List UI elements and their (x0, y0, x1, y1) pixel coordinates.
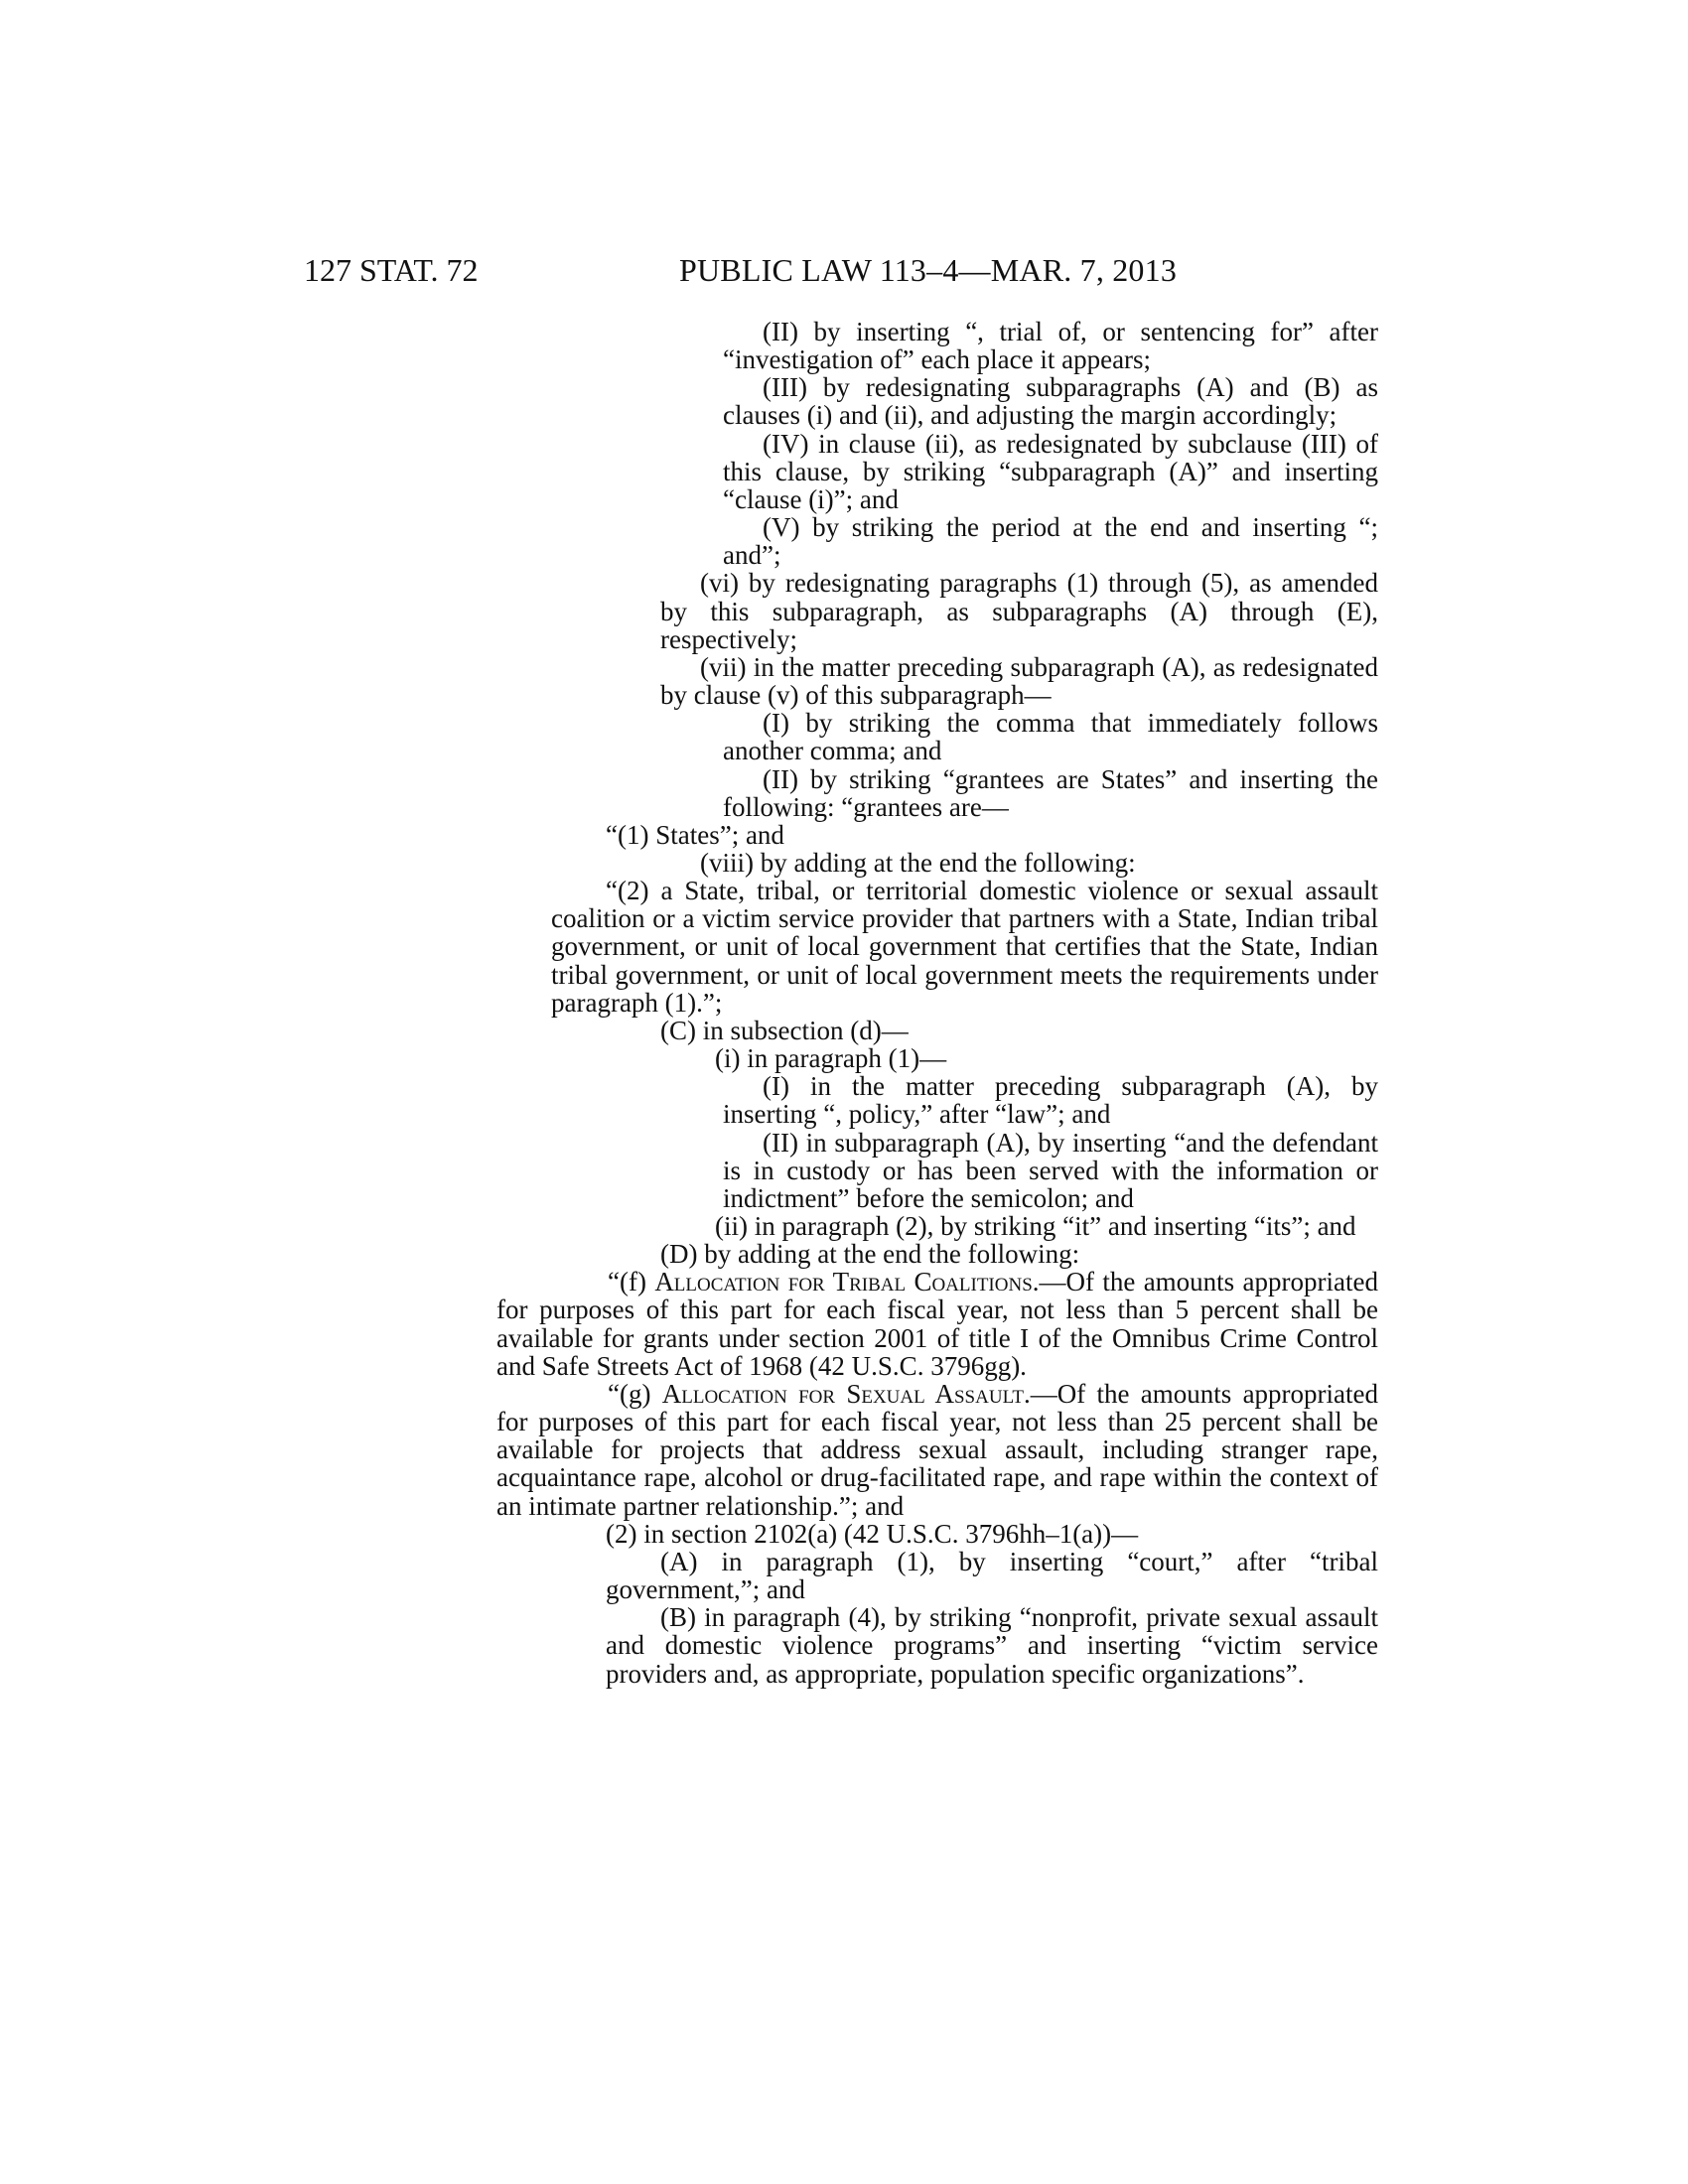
paragraph: (C) in subsection (d)— (660, 1015, 909, 1045)
paragraph: (i) in paragraph (1)— (715, 1043, 947, 1074)
paragraph: (vi) by redesignating paragraphs (1) through (5), as amended by this subparagraph, as subparagraphs (A) through (E), respectively; (660, 568, 1378, 654)
paragraph: “(f) Allocation for Tribal Coalitions.—Of the amounts appropriated for purposes of this part for each fiscal year, not less than 5 percent shall be available for grants under section 2001 of title I of the Omnibus Crime Control and Safe Streets Act of 1968 (42 U.S.C. 3796gg). (496, 1267, 1378, 1381)
public-law-title: PUBLIC LAW 113–4—MAR. 7, 2013 (679, 252, 1178, 288)
paragraph: (D) by adding at the end the following: (660, 1239, 1080, 1270)
paragraph: (2) in section 2102(a) (42 U.S.C. 3796hh–1(a))— (606, 1518, 1139, 1549)
section-heading: Allocation for Sexual Assault. (661, 1378, 1031, 1409)
paragraph: (II) by striking “grantees are States” and inserting the following: “grantees are— (723, 763, 1378, 822)
paragraph: (A) in paragraph (1), by inserting “court,” after “tribal government,”; and (606, 1546, 1378, 1605)
statute-page-reference: 127 STAT. 72 (304, 252, 479, 288)
paragraph: “(1) States”; and (606, 819, 784, 850)
document-body (496, 318, 1378, 1688)
page-header (0, 248, 1688, 292)
paragraph: (ii) in paragraph (2), by striking “it” and inserting “its”; and (715, 1211, 1356, 1241)
paragraph: “(2) a State, tribal, or territorial domestic violence or sexual assault coalition or a victim service provider that partners with a State, Indian tribal government, or unit of local government that certifies that the State, Indian tribal government, or unit of local government meets the requirements under paragraph (1).”; (551, 876, 1378, 1018)
paragraph: (V) by striking the period at the end and inserting “; and”; (723, 512, 1378, 571)
paragraph: (viii) by adding at the end the following: (700, 847, 1136, 878)
paragraph: (I) by striking the comma that immediately follows another comma; and (723, 708, 1378, 766)
paragraph: (II) in subparagraph (A), by inserting “and the defendant is in custody or has been served with the information or indictment” before the semicolon; and (723, 1127, 1378, 1213)
paragraph: (vii) in the matter preceding subparagraph (A), as redesignated by clause (v) of this subparagraph— (660, 651, 1378, 711)
paragraph: (III) by redesignating subparagraphs (A) and (B) as clauses (i) and (ii), and adjusting the margin accordingly; (723, 372, 1378, 431)
paragraph: “(g) Allocation for Sexual Assault.—Of the amounts appropriated for purposes of this part for each fiscal year, not less than 25 percent shall be available for projects that address sexual assault, including stranger rape, acquaintance rape, alcohol or drug-facilitated rape, and rape within the context of an intimate partner relationship.”; and (496, 1378, 1378, 1521)
paragraph: (I) in the matter preceding subparagraph (A), by inserting “, policy,” after “law”; and (723, 1071, 1378, 1130)
paragraph: (B) in paragraph (4), by striking “nonprofit, private sexual assault and domestic violence programs” and inserting “victim service providers and, as appropriate, population specific organizations”. (606, 1602, 1378, 1689)
section-heading: Allocation for Tribal Coalitions. (654, 1267, 1040, 1297)
paragraph: (IV) in clause (ii), as redesignated by subclause (III) of this clause, by striking “subparagraph (A)” and inserting “clause (i)”; and (723, 428, 1378, 514)
paragraph: (II) by inserting “, trial of, or sentencing for” after “investigation of” each place it appears; (723, 317, 1378, 375)
